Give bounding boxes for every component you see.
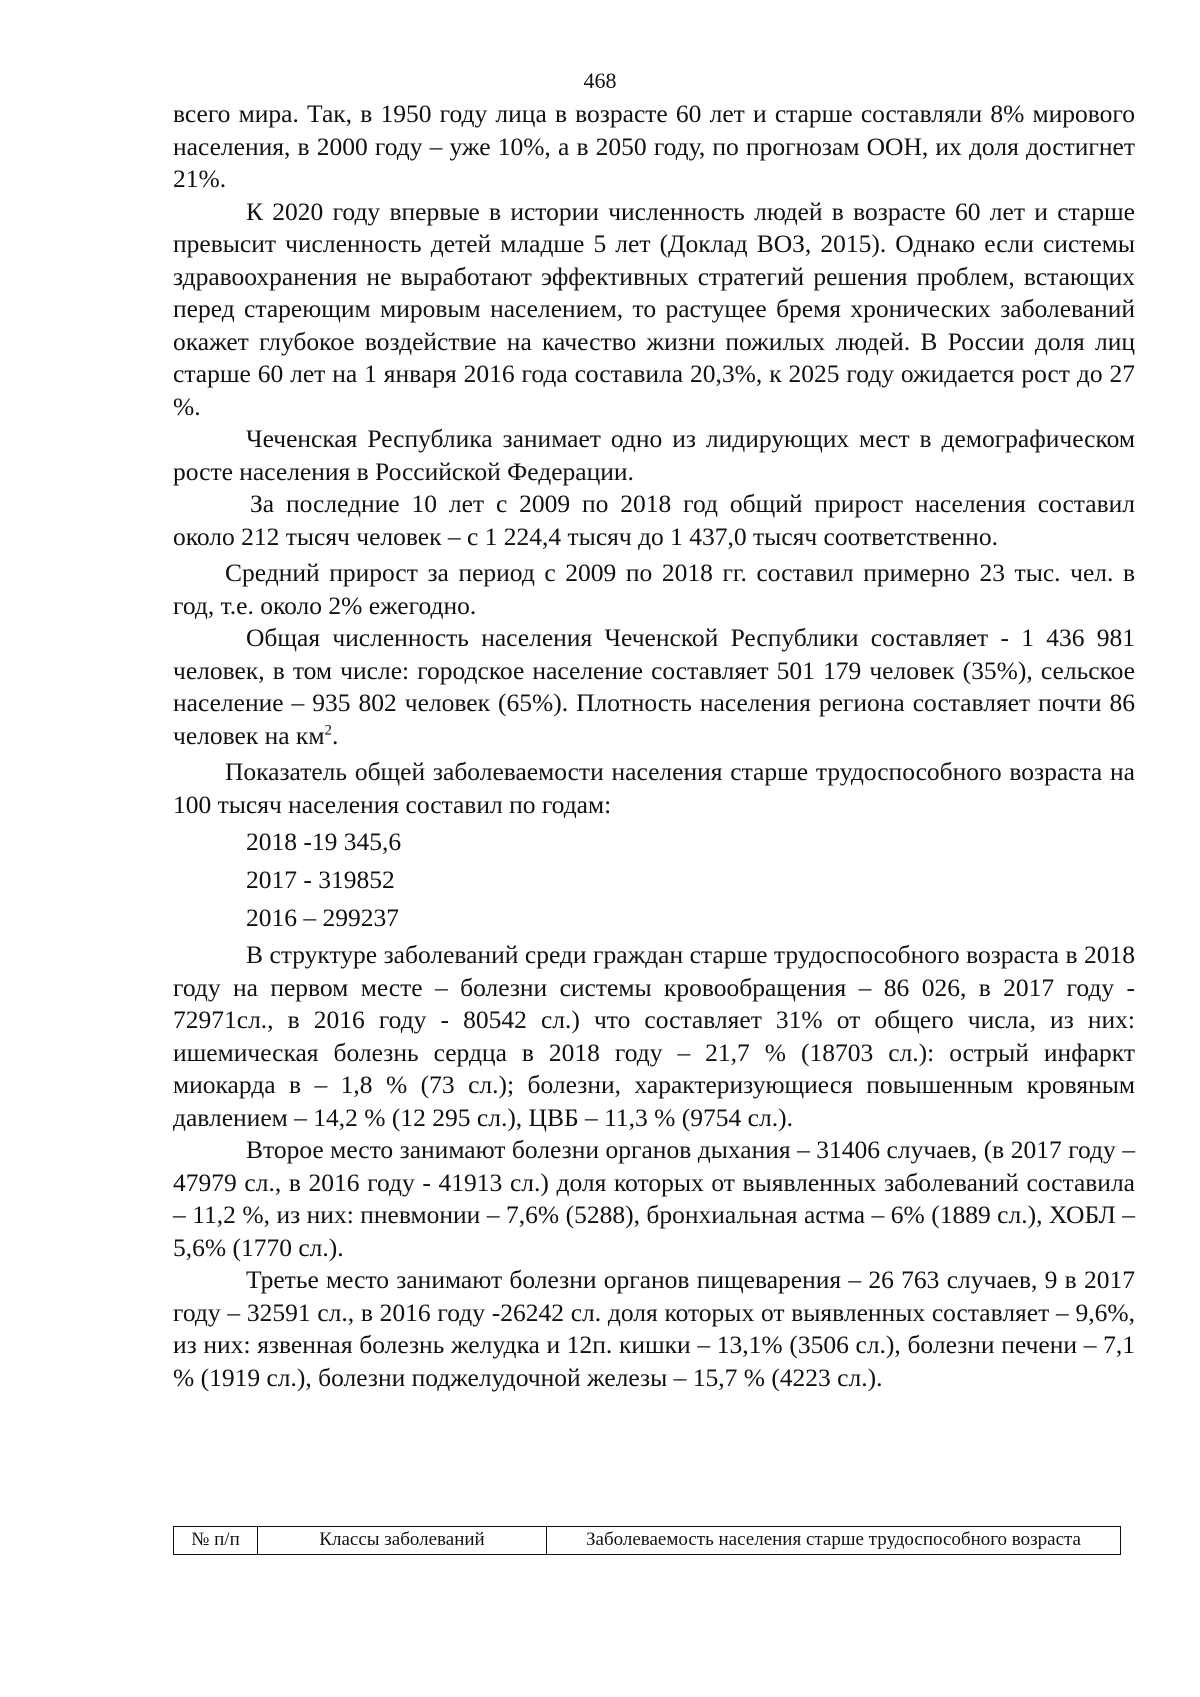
paragraph-chechen-growth: Чеченская Республика занимает одно из лидирующих мест в демографическом росте населения в Российской Федерации. bbox=[173, 424, 1135, 486]
document-body bbox=[173, 98, 1135, 1394]
col-header-disease-class: Классы заболеваний bbox=[258, 1527, 547, 1555]
paragraph-world-aging: всего мира. Так, в 1950 году лица в возрасте 60 лет и старше составляли 8% мирового населения, в 2000 году – уже 10%, а в 2050 году, по прогнозам ООН, их доля достигнет 21%. bbox=[173, 99, 1135, 193]
paragraph-digestive: Третье место занимают болезни органов пищеварения – 26 763 случаев, 9 в 2017 году – 32591 сл., в 2016 году -26242 сл. доля которых от выявленных составляет – 9,6%, из них: язвенная болезнь желудка и 12п. кишки – 13,1% (3506 сл.), болезни печени – 7,1 % (1919 сл.), болезни поджелудочной железы – 15,7 % (4223 сл.). bbox=[173, 1265, 1135, 1392]
paragraph-ten-year-growth: За последние 10 лет с 2009 по 2018 год общий прирост населения составил около 212 тысяч человек – с 1 224,4 тысяч до 1 437,0 тысяч соответственно. bbox=[173, 489, 1135, 551]
page-number: 468 bbox=[583, 68, 617, 93]
year-stat-2017: 2017 - 319852 bbox=[246, 865, 395, 894]
year-stat-2016: 2016 – 299237 bbox=[246, 903, 399, 932]
col-header-morbidity: Заболеваемость населения старше трудоспособного возраста bbox=[547, 1527, 1121, 1555]
paragraph-population-total bbox=[173, 622, 1135, 752]
morbidity-table bbox=[173, 1526, 1121, 1555]
year-stat-2018: 2018 -19 345,6 bbox=[246, 827, 402, 856]
paragraph-2020-forecast: К 2020 году впервые в истории численность людей в возрасте 60 лет и старше превысит численность детей младше 5 лет (Доклад ВОЗ, 2015). Однако если системы здравоохранения не выработают эффективных стратегий решения проблем, встающих перед стареющим мировым населением, то растущее бремя хронических заболеваний окажет глубокое воздействие на качество жизни пожилых людей. В России доля лиц старше 60 лет на 1 января 2016 года составила 20,3%, к 2025 году ожидается рост до 27 %. bbox=[173, 196, 1135, 421]
col-header-number: № п/п bbox=[174, 1527, 258, 1555]
morbidity-table-wrap bbox=[173, 1526, 1121, 1555]
paragraph-morbidity-intro: Показатель общей заболеваемости населения старше трудоспособного возраста на 100 тысяч населения составил по годам: bbox=[173, 757, 1135, 819]
density-end: . bbox=[331, 720, 339, 750]
paragraph-respiratory: Второе место занимают болезни органов дыхания – 31406 случаев, (в 2017 году – 47979 сл., в 2016 году - 41913 сл.) доля которых от выявленных заболеваний составила – 11,2 %, из них: пневмонии – 7,6% (5288), бронхиальная астма – 6% (1889 сл.), ХОБЛ – 5,6% (1770 сл.). bbox=[173, 1135, 1135, 1262]
population-text: Общая численность населения Чеченской Республики составляет - 1 436 981 человек, в том числе: городское население составляет 501 179 человек (35%), сельское население – 935 802 человек (65%). Плотность населения региона составляет почти 86 человек на км bbox=[173, 623, 1135, 750]
paragraph-average-growth: Средний прирост за период с 2009 по 2018 гг. составил примерно 23 тыс. чел. в год, т.е. около 2% ежегодно. bbox=[173, 558, 1135, 620]
year-stats-list bbox=[173, 823, 1135, 937]
paragraph-circulatory: В структуре заболеваний среди граждан старше трудоспособного возраста в 2018 году на первом месте – болезни системы кровообращения – 86 026, в 2017 году - 72971сл., в 2016 году - 80542 сл.) что составляет 31% от общего числа, из них: ишемическая болезнь сердца в 2018 году – 21,7 % (18703 сл.): острый инфаркт миокарда в – 1,8 % (73 сл.); болезни, характеризующиеся повышенным кровяным давлением – 14,2 % (12 295 сл.), ЦВБ – 11,3 % (9754 сл.). bbox=[173, 940, 1135, 1132]
density-superscript: 2 bbox=[324, 722, 332, 738]
table-header-row bbox=[174, 1527, 1121, 1555]
